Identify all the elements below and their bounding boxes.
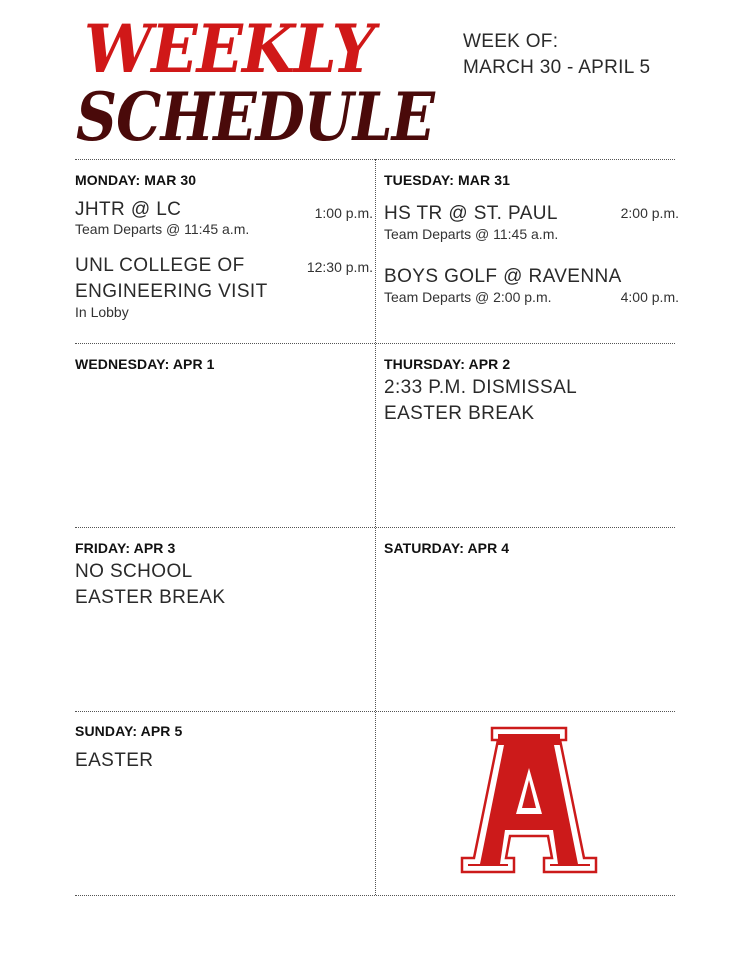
week-range: MARCH 30 - APRIL 5 — [463, 57, 651, 78]
wednesday-heading: WEDNESDAY: APR 1 — [75, 356, 215, 372]
monday-event-2-time: 12:30 p.m. — [306, 259, 373, 275]
sunday-heading: SUNDAY: APR 5 — [75, 723, 183, 739]
monday-event-1-time: 1:00 p.m. — [314, 205, 373, 221]
friday-line-1: NO SCHOOL — [75, 561, 193, 582]
title-schedule: SCHEDULE — [76, 78, 435, 156]
week-of-label: WEEK OF: — [463, 31, 559, 52]
friday-heading: FRIDAY: APR 3 — [75, 540, 176, 556]
thursday-line-2: EASTER BREAK — [384, 403, 535, 424]
monday-event-2-title-2: ENGINEERING VISIT — [75, 281, 268, 302]
sunday-line-1: EASTER — [75, 750, 154, 771]
monday-event-1-note: Team Departs @ 11:45 a.m. — [75, 221, 250, 237]
monday-event-2-note: In Lobby — [75, 304, 129, 320]
tuesday-event-1-time: 2:00 p.m. — [620, 205, 679, 221]
tuesday-event-2-note: Team Departs @ 2:00 p.m. — [384, 289, 552, 305]
thursday-line-1: 2:33 P.M. DISMISSAL — [384, 377, 578, 398]
divider-vertical — [375, 159, 376, 895]
friday-line-2: EASTER BREAK — [75, 587, 226, 608]
tuesday-heading: TUESDAY: MAR 31 — [384, 172, 510, 188]
monday-heading: MONDAY: MAR 30 — [75, 172, 197, 188]
saturday-heading: SATURDAY: APR 4 — [384, 540, 510, 556]
week-of — [463, 29, 650, 81]
letter-a-logo-icon — [460, 726, 598, 874]
divider-bottom — [75, 895, 675, 896]
monday-event-2-title-1: UNL COLLEGE OF — [75, 255, 245, 276]
monday-event-1-title: JHTR @ LC — [75, 199, 182, 220]
tuesday-event-2-title: BOYS GOLF @ RAVENNA — [384, 266, 622, 287]
tuesday-event-1-note: Team Departs @ 11:45 a.m. — [384, 226, 559, 242]
thursday-heading: THURSDAY: APR 2 — [384, 356, 511, 372]
tuesday-event-1-title: HS TR @ ST. PAUL — [384, 203, 558, 224]
tuesday-event-2-time: 4:00 p.m. — [620, 289, 679, 305]
title-weekly: WEEKLY — [84, 10, 375, 88]
